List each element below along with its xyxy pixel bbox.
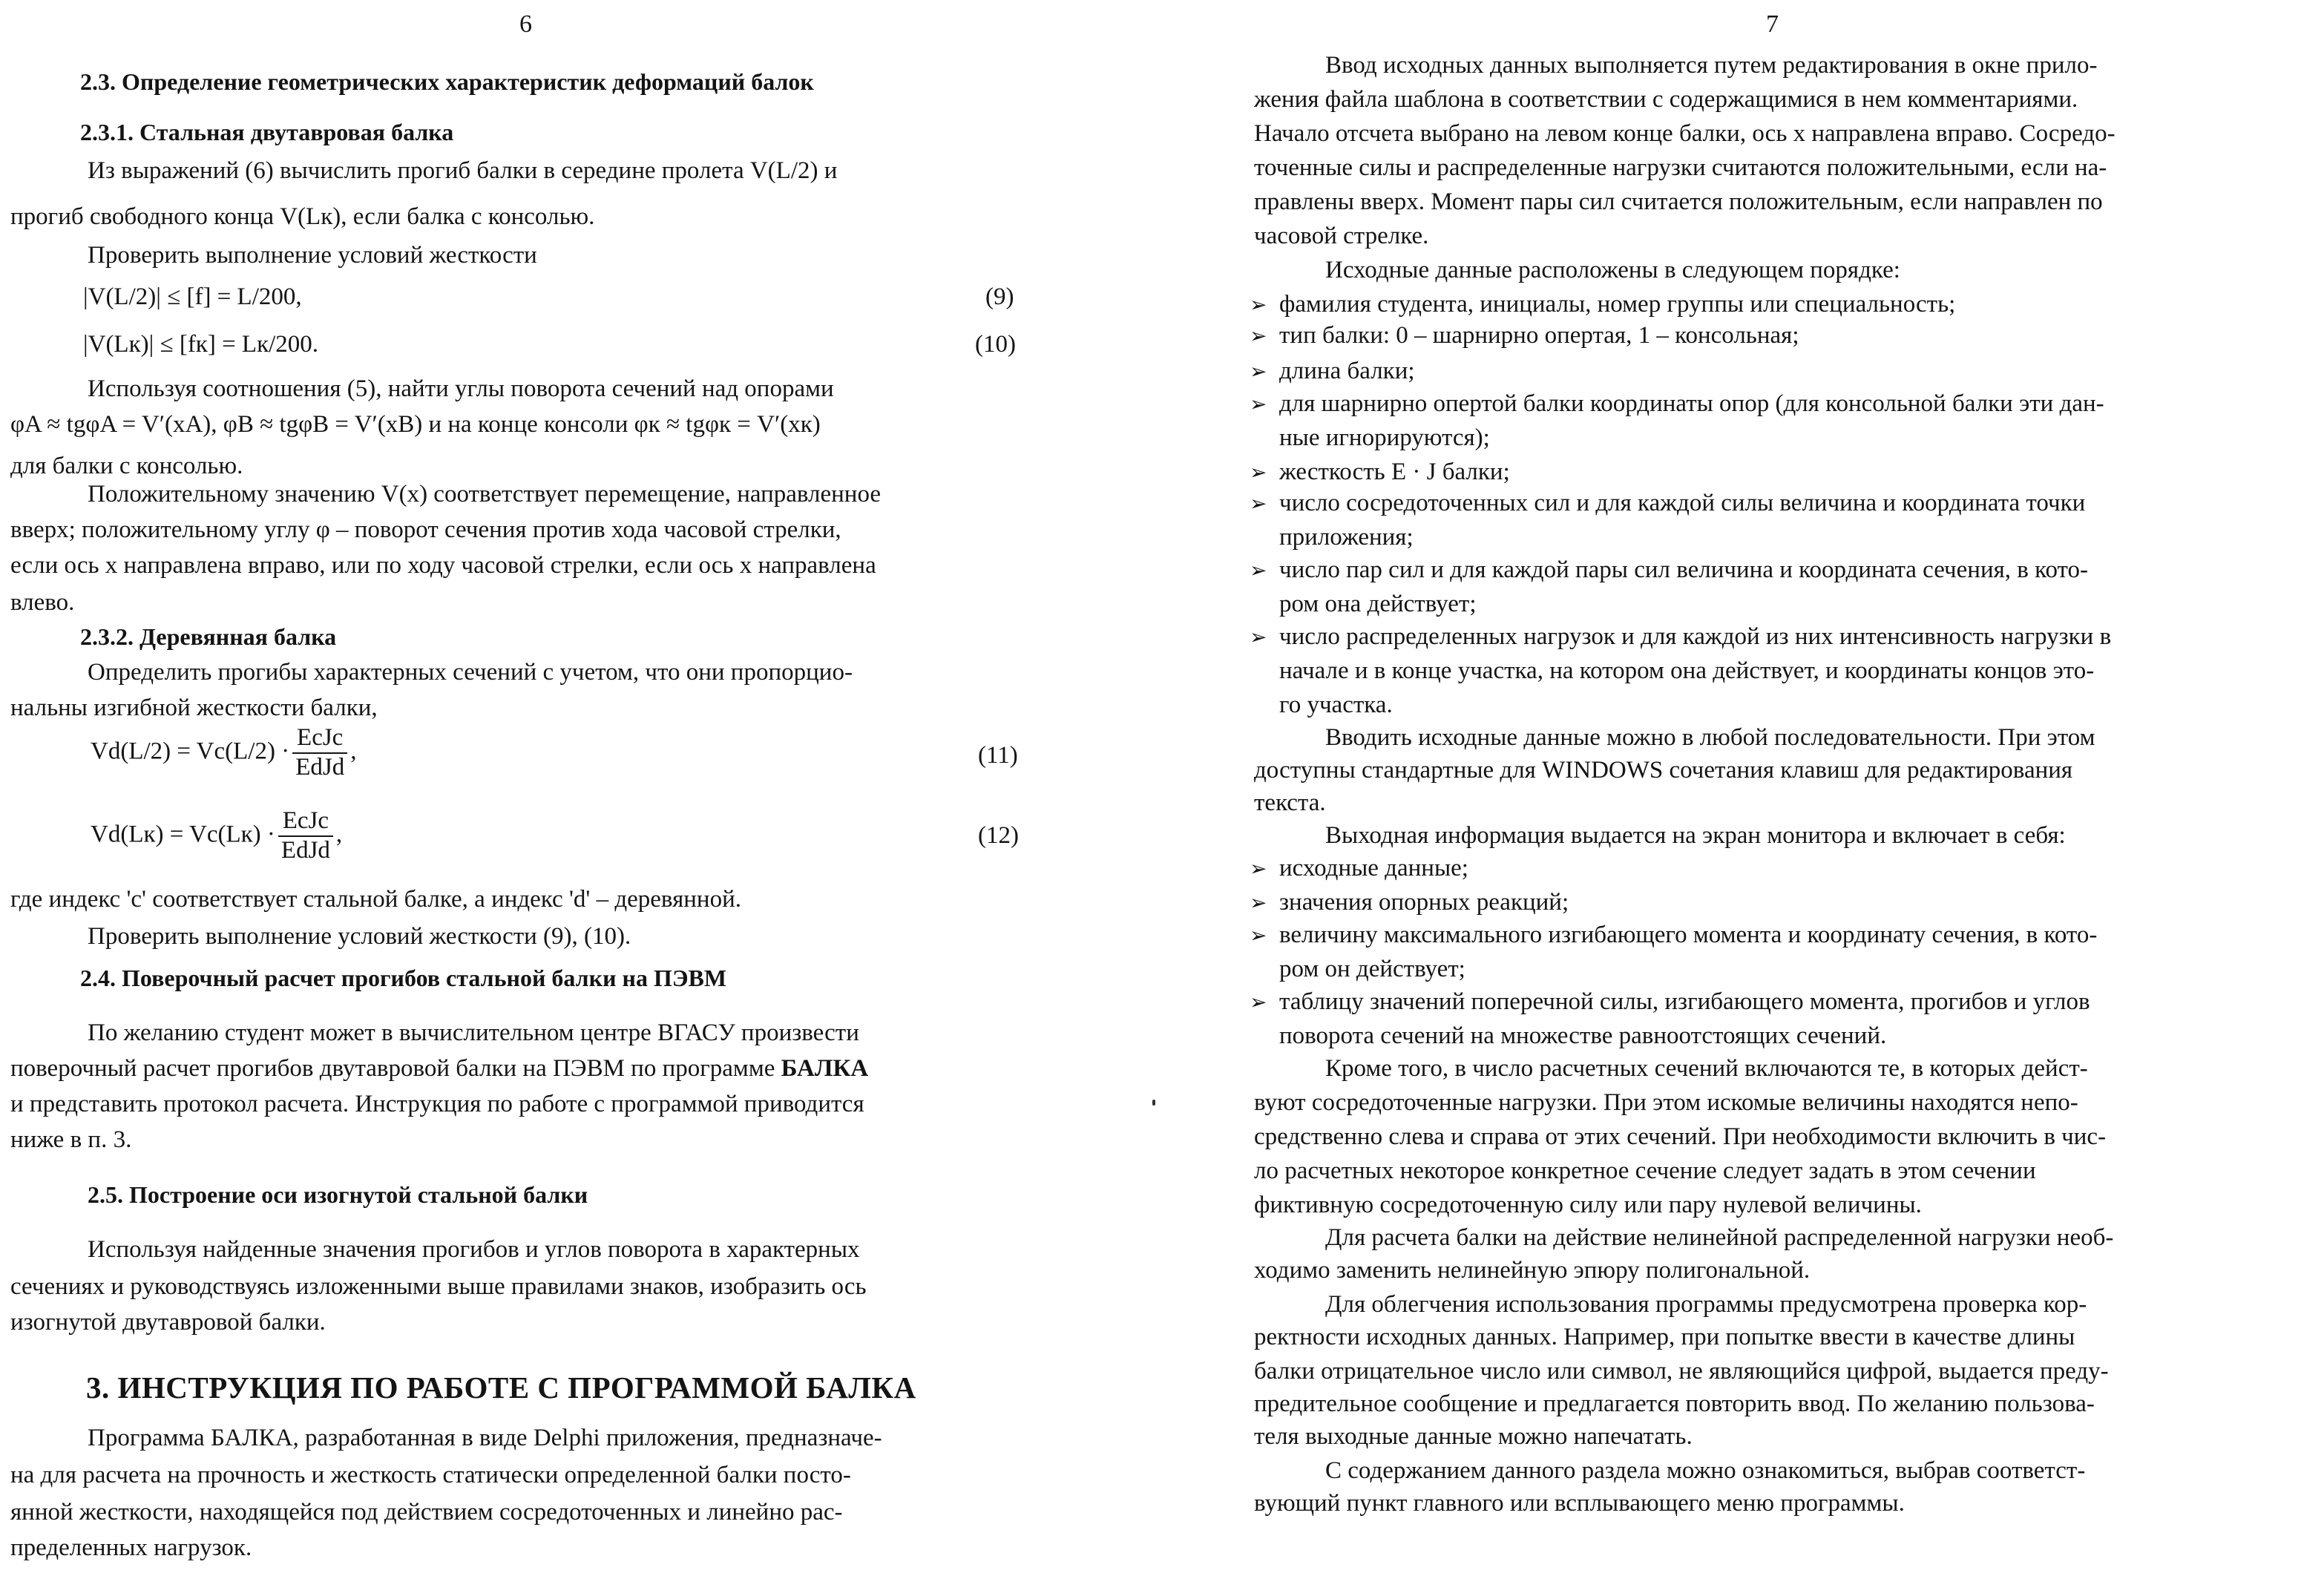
list-item: ➢ величину максимального изгибающего момента и координату сечения, в кото- — [1250, 922, 2098, 948]
bullet-arrow-icon: ➢ — [1250, 325, 1267, 348]
bullet-arrow-icon: ➢ — [1250, 393, 1267, 416]
paragraph-line: сечениях и руководствуясь изложенными выше правилами знаков, изобразить ось — [10, 1273, 867, 1300]
equation-number: (9) — [985, 283, 1014, 310]
paragraph-line: доступны стандартные для WINDOWS сочетания клавиш для редактирования — [1254, 757, 2073, 784]
chapter-heading-3: 3. ИНСТРУКЦИЯ ПО РАБОТЕ С ПРОГРАММОЙ БАЛКА — [86, 1370, 916, 1405]
list-item-continuation: ром она действует; — [1279, 591, 1477, 617]
paragraph-line: точенные силы и распределенные нагрузки считаются положительными, если на- — [1254, 154, 2107, 181]
paragraph-line: Проверить выполнение условий жесткости (9), (10). — [88, 923, 631, 950]
list-item: ➢ число пар сил и для каждой пары сил величина и координата сечения, в кото- — [1250, 556, 2089, 583]
page-number: 7 — [1766, 10, 1779, 38]
paragraph-line: фиктивную сосредоточенную силу или пару нулевой величины. — [1254, 1192, 1922, 1218]
equation-9: |V(L/2)| ≤ [f] = L/200, — [83, 283, 302, 310]
paragraph-line: Выходная информация выдается на экран монитора и включает в себя: — [1325, 822, 2066, 849]
list-item-continuation: ные игнорируются); — [1279, 424, 1490, 451]
paragraph-line: балки отрицательное число или символ, не являющийся цифрой, выдается преду- — [1254, 1358, 2109, 1385]
paragraph-line: на для расчета на прочность и жесткость статически определенной балки посто- — [10, 1462, 851, 1488]
paragraph-line: ходимо заменить нелинейную эпюру полигональной. — [1254, 1257, 1811, 1284]
paragraph-line: вверх; положительному углу φ – поворот сечения против хода часовой стрелки, — [10, 516, 841, 543]
bullet-arrow-icon: ➢ — [1250, 294, 1267, 317]
list-item: ➢ число распределенных нагрузок и для каждой из них интенсивность нагрузки в — [1250, 623, 2112, 650]
paragraph-line: средственно слева и справа от этих сечений. При необходимости включить в чис- — [1254, 1123, 2107, 1150]
paragraph-line: если ось x направлена вправо, или по ходу часовой стрелки, если ось x направлена — [10, 552, 876, 579]
list-item: ➢ исходные данные; — [1250, 855, 1468, 881]
bullet-arrow-icon: ➢ — [1250, 493, 1267, 516]
paragraph-line: прогиб свободного конца V(Lк), если балка с консолью. — [10, 203, 595, 230]
paragraph-line: Используя соотношения (5), найти углы поворота сечений над опорами — [88, 375, 834, 402]
right-page — [1232, 0, 2293, 1573]
list-item-continuation: поворота сечений на множестве равноотстоящих сечений. — [1279, 1022, 1887, 1049]
bullet-arrow-icon: ➢ — [1250, 626, 1267, 649]
equation-10: |V(Lк)| ≤ [fк] = Lк/200. — [83, 331, 319, 358]
list-item: ➢ значения опорных реакций; — [1250, 889, 1569, 916]
list-item: ➢ жесткость E · J балки; — [1250, 459, 1510, 485]
paragraph-line: влево. — [10, 589, 75, 616]
list-item: ➢ для шарнирно опертой балки координаты опор (для консольной балки эти дан- — [1250, 390, 2104, 417]
paragraph-line: правлены вверх. Момент пары сил считается положительным, если направлен по — [1254, 188, 2103, 215]
paragraph-line: для балки с консолью. — [10, 453, 243, 479]
paragraph-line: поверочный расчет прогибов двутавровой балки на ПЭВМ по программе БАЛКА — [10, 1055, 869, 1082]
paragraph-line: предительное сообщение и предлагается повторить ввод. По желанию пользова- — [1254, 1390, 2095, 1417]
list-item: ➢ тип балки: 0 – шарнирно опертая, 1 – консольная; — [1250, 322, 1799, 349]
paragraph-line: текста. — [1254, 789, 1326, 816]
scan-speck — [1152, 1100, 1155, 1106]
list-item-continuation: приложения; — [1279, 524, 1414, 551]
paragraph-line: теля выходные данные можно напечатать. — [1254, 1423, 1693, 1450]
paragraph-line: Из выражений (6) вычислить прогиб балки в середине пролета V(L/2) и — [88, 157, 838, 184]
equation-number: (12) — [978, 822, 1019, 849]
section-heading-2-5: 2.5. Построение оси изогнутой стальной балки — [88, 1181, 588, 1208]
paragraph-line: Начало отсчета выбрано на левом конце балки, ось x направлена вправо. Сосредо- — [1254, 120, 2115, 147]
list-item: ➢ таблицу значений поперечной силы, изгибающего момента, прогибов и углов — [1250, 988, 2090, 1015]
paragraph-line: вующий пункт главного или всплывающего меню программы. — [1254, 1490, 1905, 1517]
paragraph-line: ло расчетных некоторое конкретное сечение следует задать в этом сечении — [1254, 1157, 2036, 1184]
paragraph-line: Положительному значению V(x) соответствует перемещение, направленное — [88, 481, 882, 508]
paragraph-line: где индекс 'c' соответствует стальной балке, а индекс 'd' – деревянной. — [10, 886, 741, 913]
list-item: ➢ фамилия студента, инициалы, номер группы или специальность; — [1250, 291, 1956, 318]
equation-number: (10) — [975, 331, 1016, 358]
bullet-arrow-icon: ➢ — [1250, 925, 1267, 948]
paragraph-line: ректности исходных данных. Например, при попытке ввести в качестве длины — [1254, 1324, 2075, 1350]
paragraph-line: Кроме того, в число расчетных сечений включаются те, в которых дейст- — [1325, 1055, 2088, 1082]
paragraph-line: вуют сосредоточенные нагрузки. При этом искомые величины находятся непо- — [1254, 1089, 2078, 1116]
paragraph-line: Вводить исходные данные можно в любой последовательности. При этом — [1325, 724, 2095, 751]
paragraph-line: Используя найденные значения прогибов и углов поворота в характерных — [88, 1236, 860, 1263]
paragraph-line: φA ≈ tgφA = V′(xA), φB ≈ tgφB = V′(xB) и на конце консоли φк ≈ tgφк = V′(xк) — [10, 411, 821, 438]
paragraph-line: Исходные данные расположены в следующем порядке: — [1325, 257, 1900, 283]
paragraph-line: По желанию студент может в вычислительном центре ВГАСУ произвести — [88, 1019, 859, 1046]
list-item-continuation: го участка. — [1279, 692, 1393, 718]
page-number: 6 — [519, 10, 532, 38]
paragraph-line: пределенных нагрузок. — [10, 1534, 252, 1561]
bullet-arrow-icon: ➢ — [1250, 991, 1267, 1014]
paragraph-line: Проверить выполнение условий жесткости — [88, 242, 537, 269]
list-item-continuation: ром он действует; — [1279, 956, 1465, 982]
bullet-arrow-icon: ➢ — [1250, 462, 1267, 485]
list-item: ➢ число сосредоточенных сил и для каждой силы величина и координата точки — [1250, 490, 2086, 516]
bullet-arrow-icon: ➢ — [1250, 559, 1267, 582]
paragraph-line: изогнутой двутавровой балки. — [10, 1309, 326, 1336]
paragraph-line: часовой стрелке. — [1254, 223, 1429, 249]
paragraph-line: Ввод исходных данных выполняется путем редактирования в окне прило- — [1325, 52, 2098, 79]
paragraph-line: жения файла шаблона в соответствии с содержащимися в нем комментариями. — [1254, 86, 2078, 113]
equation-11: Vd(L/2) = Vc(L/2) · EcJc EdJd , — [91, 724, 357, 781]
paragraph-line: Для расчета балки на действие нелинейной распределенной нагрузки необ- — [1325, 1224, 2114, 1251]
equation-12: Vd(Lк) = Vc(Lк) · EcJc EdJd , — [91, 807, 343, 864]
list-item: ➢ длина балки; — [1250, 358, 1415, 384]
paragraph-line: Определить прогибы характерных сечений с учетом, что они пропорцио- — [88, 659, 853, 686]
section-heading-2-4: 2.4. Поверочный расчет прогибов стальной балки на ПЭВМ — [80, 965, 727, 991]
left-page — [0, 0, 1061, 1573]
bullet-arrow-icon: ➢ — [1250, 858, 1267, 881]
paragraph-line: янной жесткости, находящейся под действием сосредоточенных и линейно рас- — [10, 1499, 843, 1526]
paragraph-line: С содержанием данного раздела можно ознакомиться, выбрав соответст- — [1325, 1457, 2086, 1484]
paragraph-line: ниже в п. 3. — [10, 1126, 132, 1153]
paragraph-line: Программа БАЛКА, разработанная в виде Delphi приложения, предназначе- — [88, 1425, 882, 1451]
bullet-arrow-icon: ➢ — [1250, 892, 1267, 915]
subsection-heading-2-3-2: 2.3.2. Деревянная балка — [80, 623, 337, 650]
section-heading-2-3: 2.3. Определение геометрических характеристик деформаций балок — [80, 68, 814, 95]
paragraph-line: и представить протокол расчета. Инструкция по работе с программой приводится — [10, 1091, 864, 1117]
paragraph-line: Для облегчения использования программы предусмотрена проверка кор- — [1325, 1291, 2087, 1318]
list-item-continuation: начале и в конце участка, на котором она действует, и координаты концов это- — [1279, 657, 2095, 684]
subsection-heading-2-3-1: 2.3.1. Стальная двутавровая балка — [80, 119, 454, 145]
equation-number: (11) — [978, 742, 1018, 769]
paragraph-line: нальны изгибной жесткости балки, — [10, 694, 378, 721]
bullet-arrow-icon: ➢ — [1250, 361, 1267, 384]
